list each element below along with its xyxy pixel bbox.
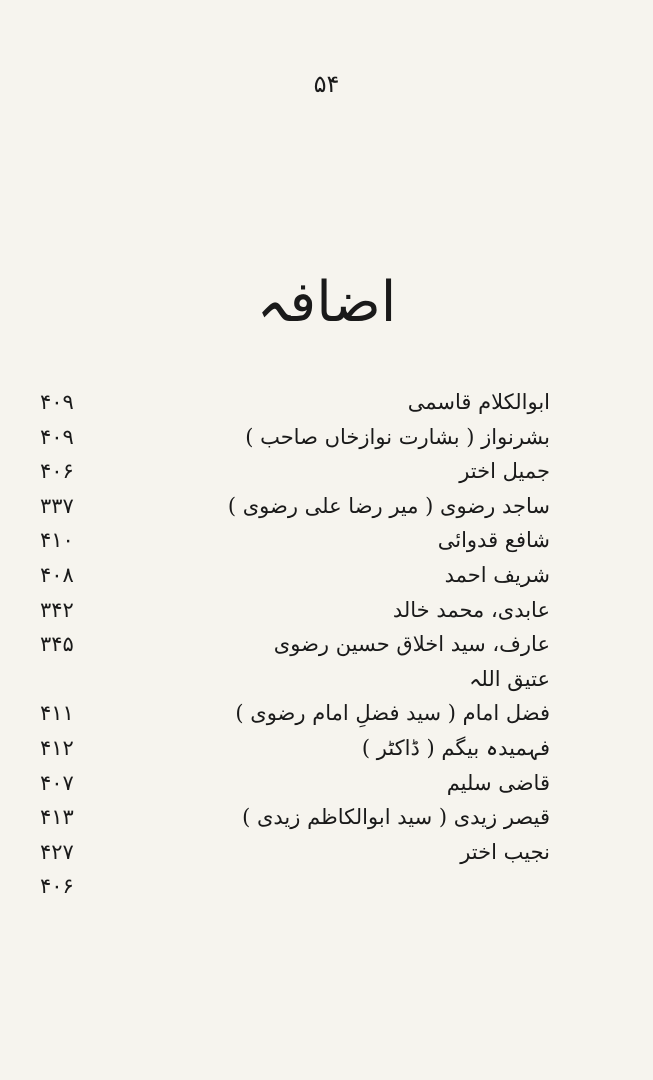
index-entry [30, 558, 550, 593]
entry-page-number: ۴۰۶ [40, 459, 74, 484]
entry-name: قاضی سلیم [446, 770, 550, 795]
entry-name: فضل امام ( سید فضلِ امام رضوی ) [235, 701, 550, 726]
index-entry [30, 523, 550, 558]
entry-page-number: ۳۴۲ [40, 597, 74, 622]
index-entry [30, 593, 550, 628]
entry-page-number: ۴۲۷ [40, 839, 74, 864]
index-entry [30, 454, 550, 489]
index-entry [30, 627, 550, 662]
index-entry [30, 696, 550, 731]
entry-page-number: ۴۰۹ [40, 424, 74, 449]
entry-name: عابدی، محمد خالد [392, 597, 550, 622]
entry-name: قیصر زیدی ( سید ابوالکاظم زیدی ) [242, 805, 550, 830]
entry-name: فہمیدہ بیگم ( ڈاکٹر ) [361, 735, 550, 760]
page-number: ۵۴ [313, 70, 340, 98]
index-entry [30, 385, 550, 420]
entry-name: شریف احمد [444, 562, 550, 587]
index-entry [30, 731, 550, 766]
entry-page-number: ۴۱۲ [40, 735, 74, 760]
entry-page-number: ۴۰۸ [40, 562, 74, 587]
entry-name: عارف، سید اخلاق حسین رضوی [273, 632, 550, 657]
index-list [30, 385, 550, 904]
entry-page-number: ۴۰۶ [40, 874, 74, 899]
index-entry [30, 766, 550, 801]
entry-name: ابوالکلام قاسمی [407, 390, 550, 414]
index-entry [30, 869, 550, 904]
entry-name: شافع قدوائی [437, 528, 550, 553]
index-entry [30, 420, 550, 455]
index-entry [30, 800, 550, 835]
entry-name: ساجد رضوی ( میر رضا علی رضوی ) [227, 493, 550, 518]
entry-name: بشرنواز ( بشارت نوازخاں صاحب ) [245, 424, 550, 449]
entry-page-number: ۳۳۷ [40, 493, 74, 518]
entry-page-number: ۴۰۷ [40, 770, 74, 795]
entry-name: نجیب اختر [460, 839, 550, 864]
entry-page-number: ۴۱۳ [40, 805, 74, 830]
index-entry [30, 489, 550, 524]
entry-page-number: ۳۴۵ [40, 632, 74, 657]
entry-name: جمیل اختر [459, 459, 550, 484]
entry-page-number: ۴۰۹ [40, 390, 74, 414]
entry-name: عتیق اللہ [469, 666, 550, 691]
entry-page-number: ۴۱۱ [40, 701, 74, 726]
entry-page-number: ۴۱۰ [40, 528, 74, 553]
index-entry [30, 835, 550, 870]
index-entry [30, 662, 550, 697]
section-heading: اضافہ [256, 270, 397, 335]
